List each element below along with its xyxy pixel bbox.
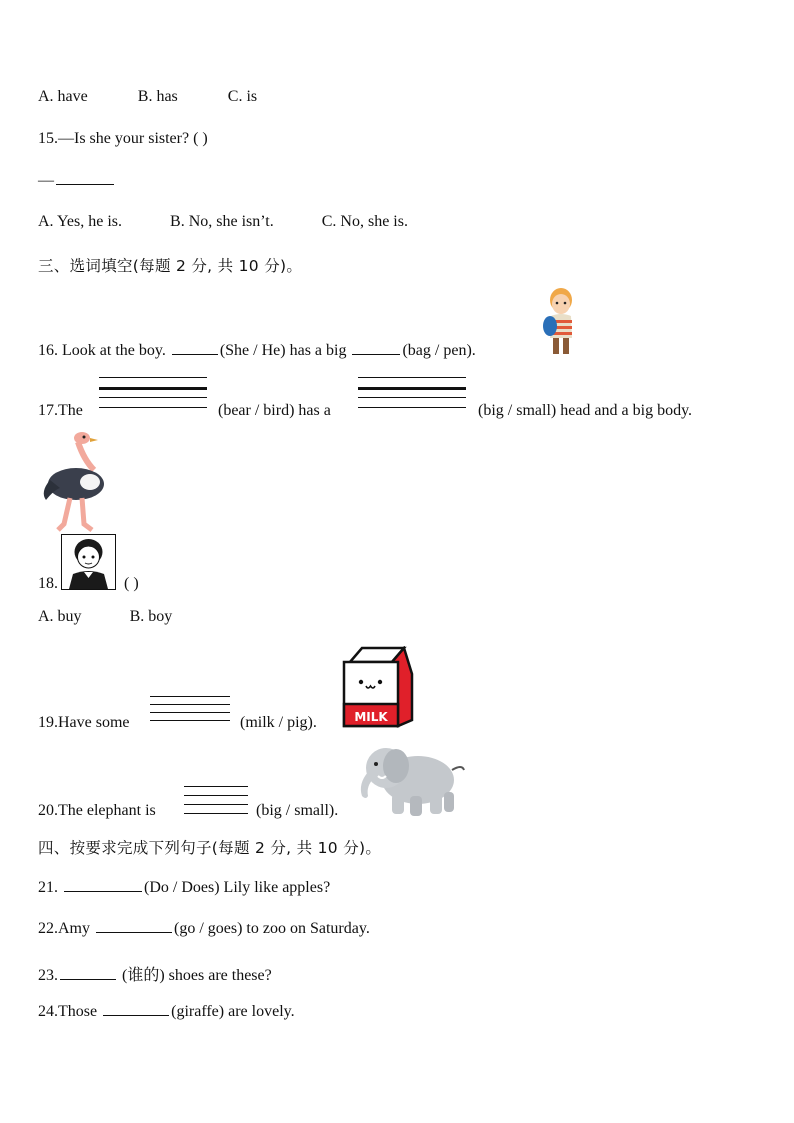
milk-label: MILK — [354, 710, 388, 724]
boy-backpack-image — [540, 286, 582, 358]
q14-option-b[interactable]: B. has — [137, 88, 178, 105]
q18-number: 18. — [38, 575, 58, 592]
q15-answer-prefix: — — [38, 172, 54, 189]
q16-blank-2[interactable] — [352, 353, 400, 355]
elephant-image — [352, 740, 468, 820]
q17-blank-1[interactable] — [99, 377, 207, 417]
q15-options — [38, 213, 408, 231]
q21-blank[interactable] — [64, 890, 142, 892]
q19-blank[interactable] — [150, 696, 230, 726]
q22-text-1: 22.Amy — [38, 920, 94, 937]
q23-text-2: (谁的) shoes are these? — [118, 967, 272, 984]
boy-portrait-image — [61, 534, 116, 590]
q16-line — [38, 342, 476, 360]
q15-option-b[interactable]: B. No, she isn’t. — [170, 213, 274, 230]
q17-text-2: (bear / bird) has a — [218, 402, 331, 419]
q14-option-c[interactable]: C. is — [227, 88, 258, 105]
q15-answer-blank[interactable] — [56, 183, 114, 185]
q15-answer-line — [38, 172, 116, 190]
q14-options — [38, 88, 257, 106]
q20-blank[interactable] — [184, 786, 248, 816]
q18-option-b[interactable]: B. boy — [129, 608, 173, 625]
ostrich-image — [38, 430, 108, 532]
section3-title: 三、选词填空(每题 2 分, 共 10 分)。 — [38, 257, 303, 275]
q22-text-2: (go / goes) to zoo on Saturday. — [174, 920, 370, 937]
q16-text-3: (bag / pen). — [402, 342, 476, 359]
milk-carton-image — [340, 646, 416, 728]
q18-option-a[interactable]: A. buy — [38, 608, 82, 625]
q19-text-2: (milk / pig). — [240, 714, 317, 731]
q15-option-a[interactable]: A. Yes, he is. — [38, 213, 123, 230]
q20-text-1: 20.The elephant is — [38, 802, 156, 819]
q23-blank[interactable] — [60, 978, 116, 980]
q24-text-1: 24.Those — [38, 1003, 102, 1020]
q23-line — [38, 962, 272, 985]
section4-title: 四、按要求完成下列句子(每题 2 分, 共 10 分)。 — [38, 839, 382, 857]
q21-text-1: 21. — [38, 879, 62, 896]
q21-text-2: (Do / Does) Lily like apples? — [144, 879, 331, 896]
q24-line — [38, 1003, 295, 1021]
q19-text-1: 19.Have some — [38, 714, 130, 731]
q18-options — [38, 608, 172, 626]
q17-text-1: 17.The — [38, 402, 83, 419]
q22-line — [38, 920, 370, 938]
q24-blank[interactable] — [103, 1014, 169, 1016]
q15-option-c[interactable]: C. No, she is. — [321, 213, 408, 230]
q23-text-1: 23. — [38, 967, 58, 984]
q18-paren[interactable]: ( ) — [124, 575, 139, 592]
q20-text-2: (big / small). — [256, 802, 339, 819]
q24-text-2: (giraffe) are lovely. — [171, 1003, 295, 1020]
q16-text-1: 16. Look at the boy. — [38, 342, 170, 359]
q16-text-2: (She / He) has a big — [219, 342, 351, 359]
q17-text-3: (big / small) head and a big body. — [478, 402, 693, 419]
q15-prompt: 15.—Is she your sister? ( ) — [38, 130, 208, 147]
q22-blank[interactable] — [96, 931, 172, 933]
q16-blank-1[interactable] — [172, 353, 218, 355]
q14-option-a[interactable]: A. have — [38, 88, 88, 105]
q21-line — [38, 879, 330, 897]
q17-blank-2[interactable] — [358, 377, 466, 417]
